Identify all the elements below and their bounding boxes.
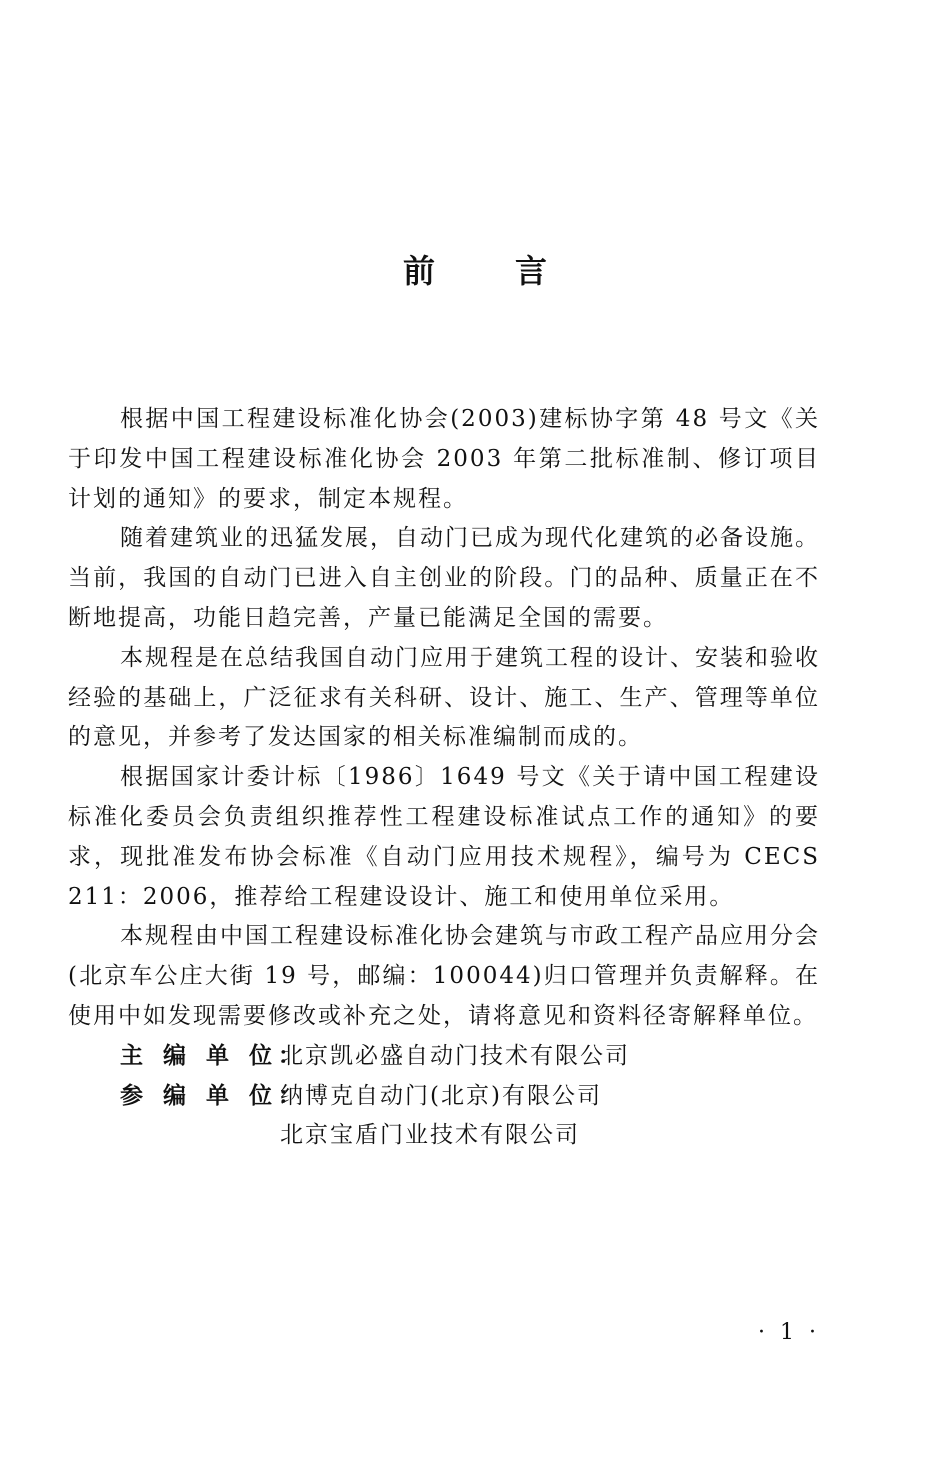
page-number: · 1 · (758, 1320, 820, 1345)
title-char-2: 言 (515, 252, 548, 290)
chief-editor-row (120, 1037, 820, 1077)
participant-editor-value-1: 纳博克自动门(北京)有限公司 (280, 1082, 602, 1109)
participant-editor-value-2: 北京宝盾门业技术有限公司 (280, 1122, 580, 1149)
participant-editor-row (120, 1077, 820, 1117)
paragraph-4: 根据国家计委计标〔1986〕1649 号文《关于请中国工程建设标准化委员会负责组织推荐性工程建设标准试点工作的通知》的要求，现批准发布协会标准《自动门应用技术规程》，编号为 CECS 211：2006，推荐给工程建设设计、施工和使用单位采用。 (68, 764, 820, 910)
participant-editor-label: 参 编 单 位： (120, 1082, 308, 1109)
preface-body (68, 400, 820, 1156)
title-char-1: 前 (402, 252, 435, 290)
paragraph-2: 随着建筑业的迅猛发展，自动门已成为现代化建筑的必备设施。当前，我国的自动门已进入自主创业的阶段。门的品种、质量正在不断地提高，功能日趋完善，产量已能满足全国的需要。 (68, 525, 820, 631)
page-title (0, 252, 950, 290)
paragraph-5: 本规程由中国工程建设标准化协会建筑与市政工程产品应用分会(北京车公庄大街 19 号，邮编：100044)归口管理并负责解释。在使用中如发现需要修改或补充之处，请将意见和资料径寄解释单位。 (68, 923, 820, 1029)
paragraph-3: 本规程是在总结我国自动门应用于建筑工程的设计、安装和验收经验的基础上，广泛征求有关科研、设计、施工、生产、管理等单位的意见，并参考了发达国家的相关标准编制而成的。 (68, 644, 820, 751)
chief-editor-label: 主 编 单 位： (120, 1042, 308, 1069)
chief-editor-value: 北京凯必盛自动门技术有限公司 (280, 1042, 630, 1069)
paragraph-1: 根据中国工程建设标准化协会(2003)建标协字第 48 号文《关于印发中国工程建设标准化协会 2003 年第二批标准制、修订项目计划的通知》的要求，制定本规程。 (68, 406, 820, 512)
